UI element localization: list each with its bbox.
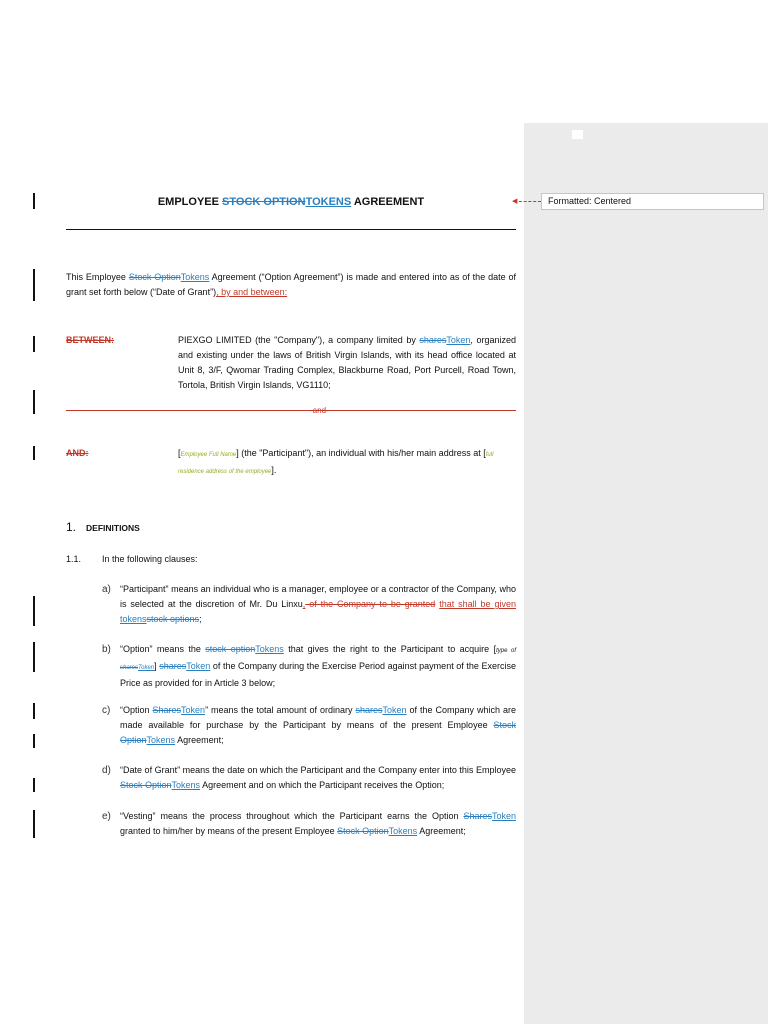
clause-number: 1.1. <box>66 554 82 564</box>
and-separator: -and- <box>310 406 329 415</box>
list-item-text <box>120 763 516 793</box>
list-item-letter: c) <box>102 705 111 716</box>
deleted-text: stock options <box>146 614 200 624</box>
item-text: ; <box>199 614 202 624</box>
participant-party-text: ] (the "Participant"), an individual with his/her main address at <box>236 448 484 458</box>
change-bar <box>33 778 35 792</box>
item-text: that gives the right to the Participant to acquire [ <box>283 644 497 654</box>
list-item-text <box>120 582 516 627</box>
inserted-text: Token <box>138 665 155 671</box>
between-label: BETWEEN: <box>66 335 114 345</box>
item-text: Agreement; <box>417 826 466 836</box>
section-title: DEFINITIONS <box>86 523 140 533</box>
list-item-text <box>120 809 516 839</box>
inserted-text: Tokens <box>255 644 284 654</box>
item-text: “Vesting” means the process throughout which the Participant earns the Option <box>120 811 464 821</box>
inserted-text: Tokens <box>146 735 176 745</box>
inserted-text: Token <box>186 661 211 671</box>
inserted-text: tokens <box>120 614 147 624</box>
bracket: ]. <box>271 465 277 475</box>
item-text: Agreement and on which the Participant receives the Option; <box>200 780 445 790</box>
inserted-text: Token <box>181 705 206 715</box>
and-label: AND: <box>66 448 89 458</box>
list-item-letter: a) <box>102 584 111 595</box>
pane-marker <box>572 130 583 139</box>
title-inserted-text: TOKENS <box>305 196 352 208</box>
inserted-text: , <box>302 599 306 609</box>
list-item-text <box>120 703 516 748</box>
bracket: [ <box>178 448 181 458</box>
list-item-letter: b) <box>102 644 111 655</box>
employee-address-placeholder[interactable]: full residence address of the employee <box>178 452 494 475</box>
clause-text: In the following clauses: <box>102 554 198 564</box>
item-text: “Date of Grant” means the date on which the Participant and the Company enter into this Employee <box>120 765 516 775</box>
item-text: “Option” means the <box>120 644 206 654</box>
comment-connector-line <box>514 201 541 202</box>
change-bar <box>33 390 35 414</box>
change-bar <box>33 336 35 352</box>
change-bar <box>33 734 35 748</box>
inserted-text: Tokens <box>171 780 201 790</box>
inserted-text: , by and between: <box>216 287 288 297</box>
title-rule <box>66 229 516 230</box>
list-item-letter: e) <box>102 811 111 822</box>
deleted-text: of the Company to be granted <box>305 599 436 609</box>
bracket: [ <box>483 448 486 458</box>
separator-rule <box>66 410 516 411</box>
formatting-comment-balloon[interactable] <box>541 193 764 210</box>
item-text: of the Company during the Exercise Period against payment of the Exercise Price as provided for in Article 3 below; <box>120 661 516 688</box>
document-title <box>66 195 516 210</box>
item-text: ” means the total amount of ordinary <box>205 705 356 715</box>
change-bar <box>33 810 35 838</box>
deleted-text: Stock Option <box>120 780 172 790</box>
title-deleted-text: STOCK OPTION <box>222 196 306 208</box>
inserted-text: Token <box>491 811 516 821</box>
item-text: granted to him/her by means of the present Employee <box>120 826 338 836</box>
change-bar <box>33 193 35 209</box>
inserted-text: Token <box>446 335 471 345</box>
item-text: “Participant” means an individual who is a manager, employee or a contractor of the Company, who is selected at the discretion of Mr. Du Linxu <box>120 584 516 609</box>
item-text: Agreement; <box>175 735 224 745</box>
comment-text: Formatted: Centered <box>548 196 632 206</box>
list-item-text <box>120 642 516 691</box>
intro-paragraph <box>66 270 516 300</box>
deleted-text: shares <box>355 705 383 715</box>
intro-text: Agreement (“Option Agreement”) is made and entered into as of the date of grant set forth below (“Date of Grant”) <box>66 272 516 297</box>
item-text: ] <box>154 661 160 671</box>
change-bar <box>33 642 35 672</box>
company-party-text: PIEXGO LIMITED (the "Company"), a company limited by <box>178 335 420 345</box>
change-bar <box>33 269 35 301</box>
inserted-text: Tokens <box>388 826 418 836</box>
deleted-text: Stock Option <box>128 272 181 282</box>
title-suffix: AGREEMENT <box>351 196 425 208</box>
clause-1-1 <box>66 552 198 567</box>
comment-arrow-icon: ◀ <box>512 198 518 205</box>
section-1-heading <box>66 520 140 536</box>
company-party-text: , organized and existing under the laws of British Virgin Islands, with its head office located at Unit 8, 3/F, Qwomar Trading Complex, Blackburne Road, Port Purcell, Road Town, Tortola, British Virgin Islands, VG1110; <box>178 335 517 390</box>
deleted-text: Stock Option <box>120 720 516 745</box>
deleted-text: stock option <box>205 644 256 654</box>
deleted-text: Stock Option <box>337 826 389 836</box>
deleted-text: shares <box>159 661 187 671</box>
deleted-text: shares <box>419 335 447 345</box>
token-type-placeholder[interactable]: type of <box>496 648 517 654</box>
intro-text: This Employee <box>66 272 129 282</box>
section-number: 1. <box>66 520 77 534</box>
item-text: of the Company which are made available for purchase by the Participant by means of the present Employee <box>120 705 516 730</box>
deleted-text: Shares <box>463 811 492 821</box>
deleted-text: shares <box>120 665 139 671</box>
title-prefix: EMPLOYEE <box>157 196 223 208</box>
employee-name-placeholder[interactable]: Employee Full Name <box>180 452 237 458</box>
list-item-letter: d) <box>102 765 111 776</box>
inserted-text: that shall be given <box>439 599 516 609</box>
deleted-text: Shares <box>152 705 182 715</box>
inserted-text: Tokens <box>180 272 210 282</box>
comment-margin-pane <box>524 123 768 1024</box>
change-bar <box>33 596 35 626</box>
change-bar <box>33 703 35 719</box>
company-party-paragraph <box>178 333 516 393</box>
change-bar <box>33 446 35 460</box>
item-text: “Option <box>120 705 153 715</box>
inserted-text: Token <box>382 705 407 715</box>
participant-party-paragraph <box>178 446 516 480</box>
